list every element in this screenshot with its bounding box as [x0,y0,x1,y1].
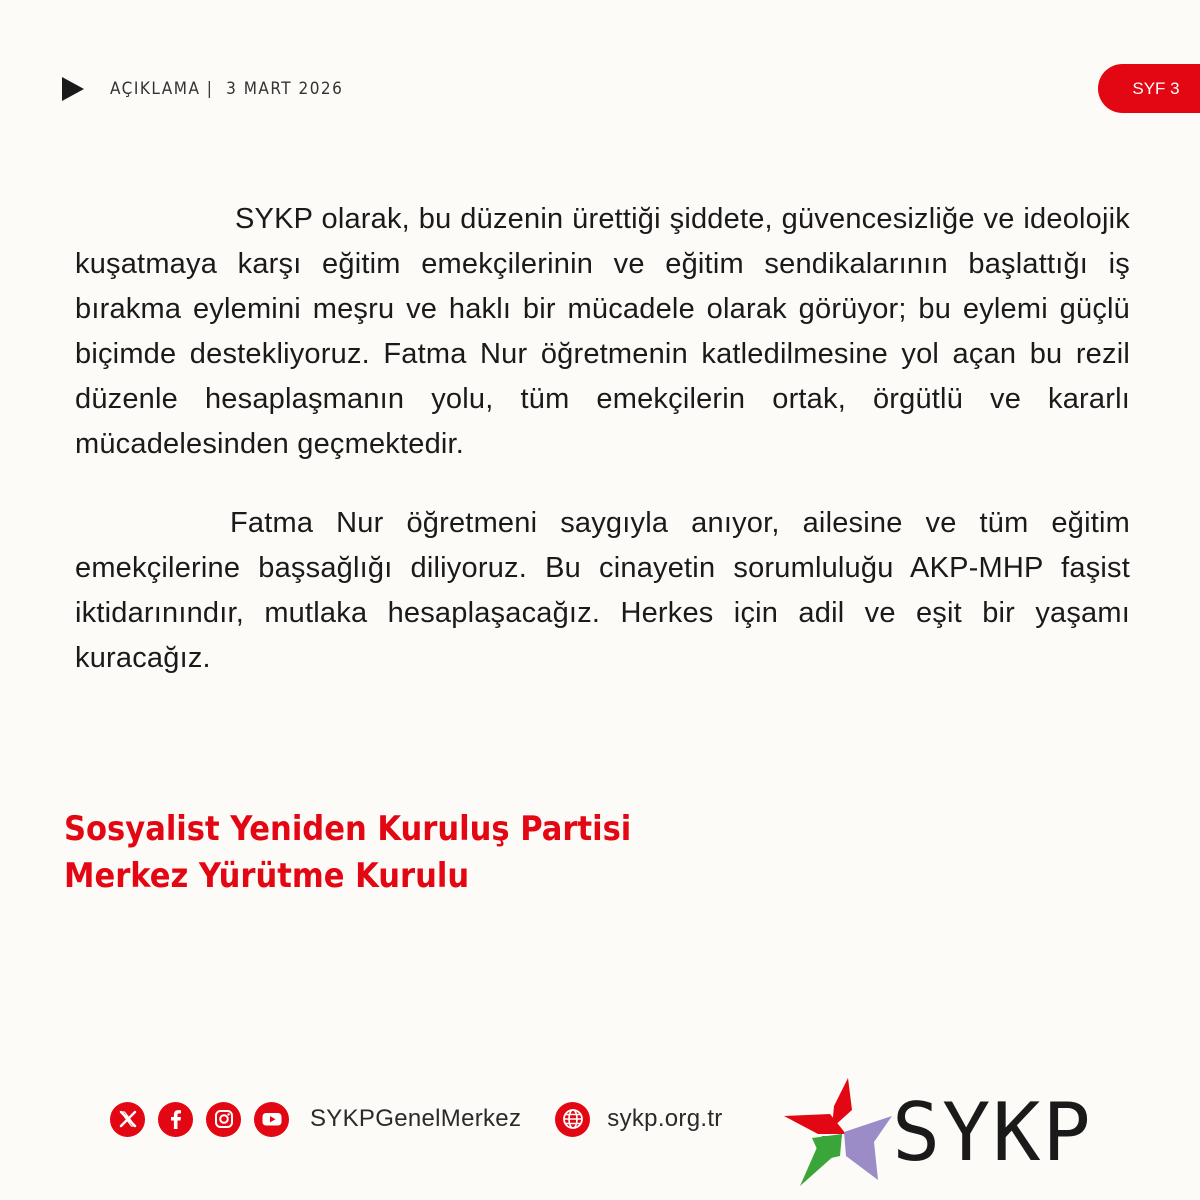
signature [64,806,631,900]
play-icon [62,77,84,101]
social-handle[interactable]: SYKPGenelMerkez [310,1105,522,1132]
star-logo-icon [782,1076,894,1188]
signature-line-party: Sosyalist Yeniden Kuruluş Partisi [64,809,632,849]
body-paragraph-1: SYKP olarak, bu düzenin ürettiği şiddete, güvencesizliğe ve ideolojik kuşatmaya karşı eğitim emekçilerinin ve eğitim sendikalarının başlattığı iş bırakma eylemini meşru ve haklı bir mücadele olarak görüyor; bu eylemi güçlü biçimde destekliyoruz. Fatma Nur öğretmenin katledilmesine yol açan bu rezil düzenle hesaplaşmanın yolu, tüm emekçilerin ortak, örgütlü ve kararlı mücadelesinden geçmektedir. [75,203,1130,460]
sykp-logo [782,1076,1102,1188]
globe-icon[interactable] [555,1102,590,1137]
signature-line-committee: Merkez Yürütme Kurulu [64,856,470,896]
date-label: 3 MART 2026 [226,79,344,99]
header-meta [62,74,343,104]
x-icon[interactable] [110,1102,145,1137]
header-separator: | [206,79,214,99]
logo-wordmark: SYKP [892,1086,1093,1179]
section-label: AÇIKLAMA [110,79,201,99]
youtube-icon[interactable] [254,1102,289,1137]
body-paragraph-2: Fatma Nur öğretmeni saygıyla anıyor, ailesine ve tüm eğitim emekçilerine başsağlığı diliyoruz. Bu cinayetin sorumluluğu AKP-MHP faşist iktidarınındır, mutlaka hesaplaşacağız. Herkes için adil ve eşit bir yaşamı kuracağız. [75,507,1130,674]
website-link[interactable]: sykp.org.tr [607,1105,723,1132]
page-number-badge: SYF 3 [1098,64,1200,113]
footer-social [110,1100,723,1138]
instagram-icon[interactable] [206,1102,241,1137]
facebook-icon[interactable] [158,1102,193,1137]
